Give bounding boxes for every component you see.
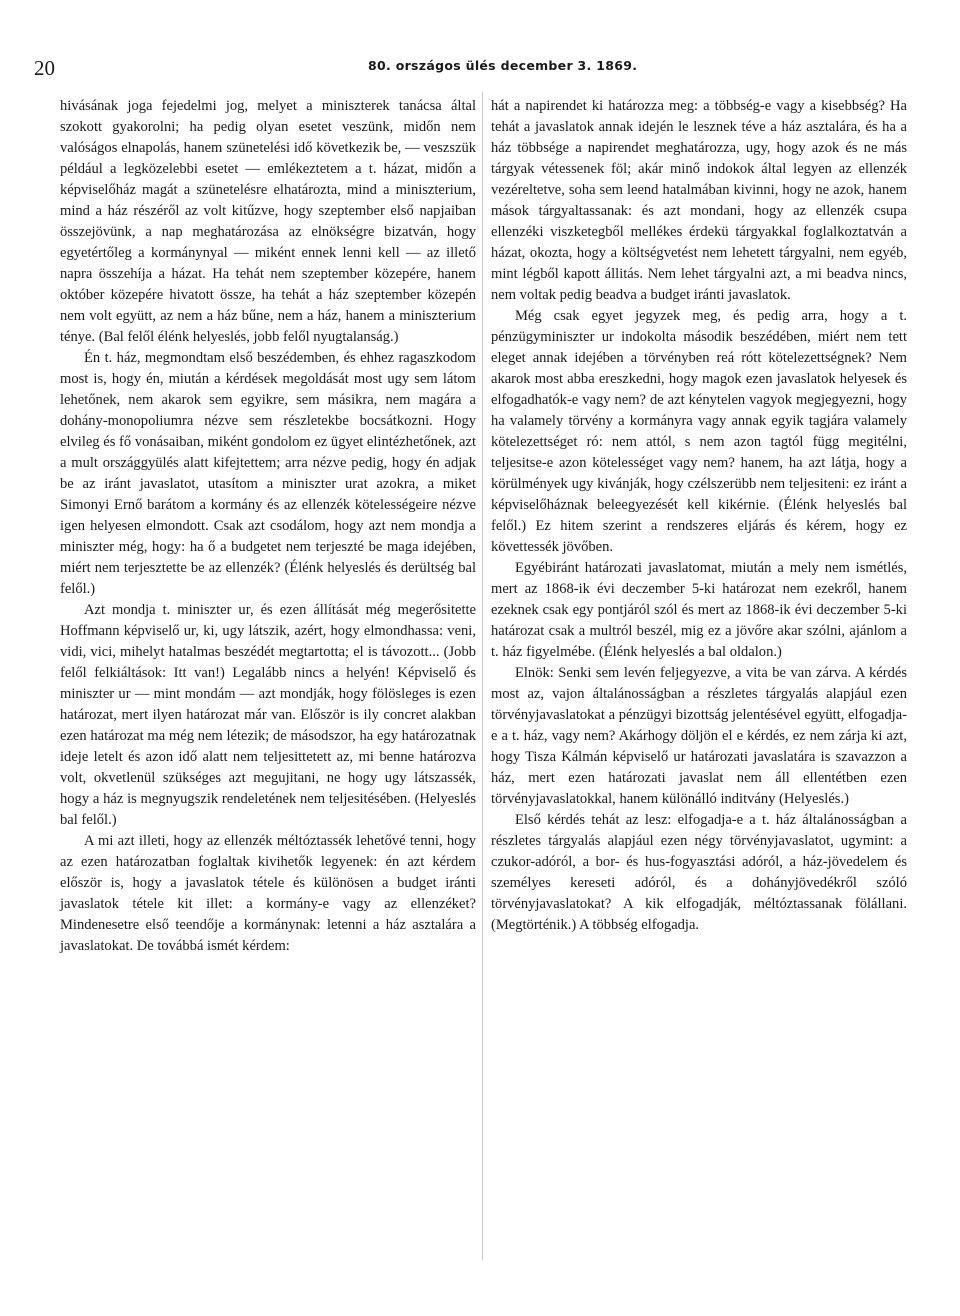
paragraph: hát a napirendet ki határozza meg: a többség-e vagy a kisebbség? Ha tehát a javaslatok annak idején le lesznek téve a ház asztalára, és ha a ház többsége a napirendet meghatározza, ugy, hogy azok és ne más tárgyak vétessenek föl; akár minő indokok által legyen az ellenzék vezéreltetve, soha sem leend hatalmában kivinni, hogy ne azok, hanem mások tárgyaltassanak: és azt mondani, hogy az ellenzék csupa ellenzéki viszketegből mellékes érdekü tárgyakkal foglalkoztatván a házat, okozta, hogy a költségvetést nem lehetett tárgyalni, nem egyéb, mint légből kapott állitás. Nem lehet tárgyalni azt, a mi beadva nincs, nem voltak pedig beadva a budget iránti javaslatok. [491,98,907,303]
paragraph: A mi azt illeti, hogy az ellenzék méltóztassék lehetővé tenni, hogy az ezen határozatban foglaltak kivihetők legyenek: én azt kérdem először is, hogy a javaslatok tétele és különösen a budget iránti javaslatok tétele kit illet: a kormány-e vagy az ellenzéket? Mindenesetre első teendője a kormánynak: letenni a ház asztalára a javaslatokat. De továbbá ismét kérdem: [60,833,476,954]
paragraph: hivásának joga fejedelmi jog, melyet a miniszterek tanácsa által szokott gyakorolni; ha pedig olyan esetet veszünk, midőn nem valóságos elnapolás, hanem szünetelési idő következik be, — veszszük például a legközelebbi esetet — emlékeztetem a t. házat, midőn a képviselőház magát a szünetelésre elhatározta, mind a miniszterium, mind a ház részéről az volt kitűzve, hogy szeptember első napjaiban összejövünk, a nap meghatározása az elnökségre bizatván, hogy egyetértőleg a kormánynyal — miként ennek lenni kell — az illető napra összehíja a házat. Ha tehát nem szeptember közepére, hanem október közepére hivatott össze, ha tehát a ház szeptember közepén nem volt együtt, az nem a ház bűne, nem a ház, hanem a miniszterium ténye. (Bal felől élénk helyeslés, jobb felől nyugtalanság.) [60,98,476,345]
page-number: 20 [34,56,55,80]
paragraph: Én t. ház, megmondtam első beszédemben, és ehhez ragaszkodom most is, hogy én, miután a kérdések megoldását most ugy sem látom lehetőnek, nem akarok sem egyikre, sem másikra, nem magára a dohány-monopoliumra nézve sem részletekbe bocsátkozni. Hogy elvileg és fő vonásaiban, miként gondolom ez ügyet elintézhetőnek, azt a mult országgyülés alatt kifejtettem; arra nézve pedig, hogy én adjak be az iránt javaslatot, utasítom a miniszter urat azokra, a miket Simonyi Ernő barátom a kormány és az ellenzék kötelességeire nézve igen helyesen elmondott. Csak azt csodálom, hogy azt nem mondja a miniszter még, hogy: ha ő a budgetet nem terjeszté be maga idejében, miért nem terjesztette be az ellenzék? (Élénk helyeslés és derültség bal felől.) [60,350,476,597]
right-column [491,96,907,936]
paragraph: Első kérdés tehát az lesz: elfogadja-e a t. ház általánosságban a részletes tárgyalás alapjául ezen négy törvényjavaslatot, ugymint: a czukor-adóról, a bor- és hus-fogyasztási adóról, a ház-jövedelem és személyes kereseti adóról, és a dohányjövedékről szóló törvényjavaslatokat? A kik elfogadják, méltóztassanak fölállani. (Megtörténik.) A többség elfogadja. [491,812,907,933]
paragraph: Még csak egyet jegyzek meg, és pedig arra, hogy a t. pénzügyminiszter ur indokolta második beszédében, miért nem tett eleget annak idejében a törvényben reá rótt kötelezettségnek? Nem akarok most abba ereszkedni, hogy magok ezen javaslatok helyesek és elfogadhatók-e vagy nem? de azt kénytelen vagyok megjegyezni, hogy ha valamely törvény a kormányra vagy annak egyik tagjára valamely kötelezettséget ró: nem attól, s nem azon tagtól függ megitélni, teljesitse-e azon kötelességet vagy nem? hanem, ha azt látja, hogy a körülmények ugy kivánják, hogy czélszerübb nem teljesiteni: ez iránt a képviselőháznak beleegyezését kell kikérnie. (Élénk helyeslés bal felől.) Ez hitem szerint a rendszeres eljárás és kérem, hogy ez követtessék jövőben. [491,308,907,555]
column-divider [482,92,483,1260]
paragraph: Elnök: Senki sem levén feljegyezve, a vita be van zárva. A kérdés most az, vajon általánosságban a részletes tárgyalás alapjául ezen törvényjavaslatokat a pénzügyi bizottság jelentésével együtt, elfogadja-e a t. ház, vagy nem? Akárhogy döljön el e kérdés, ez nem zárja ki azt, hogy Tisza Kálmán képviselő ur határozati javaslatára is szavazzon a ház, mert ezen határozati javaslat nem áll ellentétben ezen törvényjavaslatokkal, hanem különálló inditvány (Helyeslés.) [491,665,907,807]
paragraph: Azt mondja t. miniszter ur, és ezen állítását még megerősitette Hoffmann képviselő ur, ki, ugy látszik, azért, hogy elmondhassa: veni, vidi, vici, mihelyt hatalmas beszédét megtartotta; el is távozott... (Jobb felől felkiáltások: Itt van!) Legalább nincs a helyén! Képviselő és miniszter ur — mint mondám — azt mondják, hogy fölösleges is ezen határozat, mert ilyen határozat már van. Először is ily concret alakban ezen határozat ma még nem létezik; de másodszor, ha egy határozatnak ideje letelt és azon idő alatt nem teljesittetett az, mi benne határozva volt, okvetlenül szükséges azt megujitani, ne hogy ugy látszassék, hogy a ház is megnyugszik rendeletének nem teljesitésében. (Helyeslés bal felől.) [60,602,476,828]
paragraph: Egyébiránt határozati javaslatomat, miután a mely nem ismétlés, mert az 1868-ik évi deczember 5-ki határozat nem ezekről, hanem ezeknek csak egy pontjáról szól és mert az 1868-ik évi deczember 5-ki határozat csak a multról beszél, mig ez a jövőre akar szólni, ajánlom a t. ház figyelmébe. (Élénk helyeslés a bal oldalon.) [491,560,907,660]
left-column [60,96,476,957]
running-head: 80. országos ülés december 3. 1869. [368,58,638,73]
